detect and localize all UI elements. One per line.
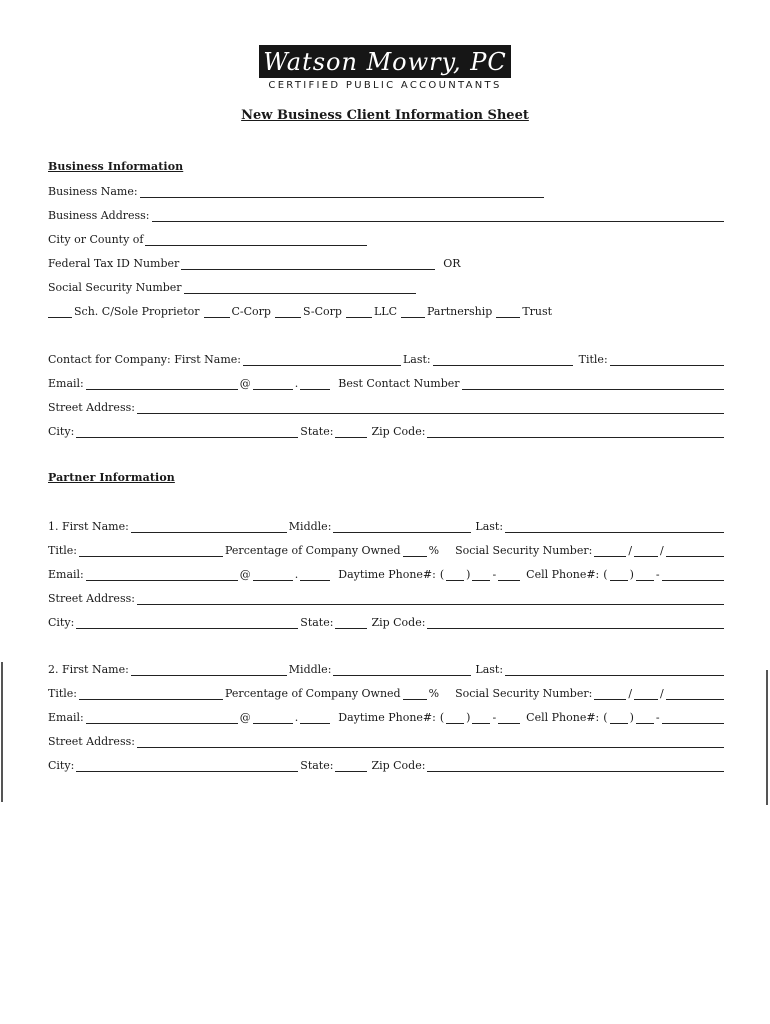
partner-1-title-row — [48, 541, 726, 557]
partner-1-title-field[interactable] — [79, 545, 223, 557]
partner-1-state-label: State: — [300, 616, 334, 629]
partner-2-day-paren-close: ) — [466, 711, 471, 724]
partner-1-day-paren-open: ( — [439, 568, 445, 581]
city-county-field[interactable] — [145, 234, 367, 246]
entity-llc-label: LLC — [373, 305, 398, 318]
partner-2-day-paren-open: ( — [439, 711, 445, 724]
partner-1-ssn-slash-1: / — [628, 544, 633, 557]
partner-1-cell-paren-open: ( — [603, 568, 608, 581]
partner-1-last-name-field[interactable] — [505, 521, 724, 533]
tax-id-row — [48, 254, 726, 270]
business-name-label: Business Name: — [48, 185, 138, 198]
partner-1-day-prefix[interactable] — [472, 569, 490, 581]
contact-zip-label: Zip Code: — [371, 425, 426, 438]
tax-id-label: Federal Tax ID Number — [48, 257, 180, 270]
partner-1-city-label: City: — [48, 616, 75, 629]
partner-1-email-label: Email: — [48, 568, 84, 581]
partner-1-zip-label: Zip Code: — [371, 616, 426, 629]
partner-2-state-field[interactable] — [335, 760, 367, 772]
contact-email-at: @ — [239, 377, 251, 390]
partner-2-ssn-label: Social Security Number: — [455, 687, 593, 700]
business-address-field[interactable] — [152, 210, 724, 222]
contact-email-row — [48, 374, 726, 390]
entity-sole-prop-label: Sch. C/Sole Proprietor — [74, 305, 200, 318]
partner-1-zip-field[interactable] — [427, 617, 724, 629]
partner-1-email-user-field[interactable] — [86, 569, 238, 581]
business-ssn-field[interactable] — [184, 282, 416, 294]
partner-1-percent-sign: % — [428, 544, 440, 557]
best-contact-label: Best Contact Number — [338, 377, 460, 390]
business-address-label: Business Address: — [48, 209, 150, 222]
partner-2-email-at: @ — [239, 711, 251, 724]
partner-2-cell-paren-close: ) — [629, 711, 634, 724]
partner-2-cell-prefix[interactable] — [636, 712, 654, 724]
entity-partnership-label: Partnership — [427, 305, 493, 318]
contact-email-user-field[interactable] — [86, 378, 238, 390]
contact-state-label: State: — [300, 425, 334, 438]
contact-email-tld-field[interactable] — [300, 378, 330, 390]
business-ssn-row — [48, 278, 726, 294]
partner-2-city-label: City: — [48, 759, 75, 772]
partner-2-ssn-slash-2: / — [660, 687, 664, 700]
contact-first-name-label: Contact for Company: First Name: — [48, 353, 241, 366]
entity-s-corp-check[interactable] — [275, 306, 301, 318]
partner-1-ssn-label: Social Security Number: — [455, 544, 593, 557]
partner-2-name-row — [48, 660, 726, 676]
partner-1-email-tld-field[interactable] — [300, 569, 330, 581]
entity-llc-check[interactable] — [346, 306, 372, 318]
partner-1-ssn-part-2[interactable] — [634, 545, 658, 557]
partner-2-email-tld-field[interactable] — [300, 712, 330, 724]
partner-2-last-label: Last: — [475, 663, 504, 676]
entity-trust-label: Trust — [522, 305, 553, 318]
partner-1-day-dash: - — [492, 568, 497, 581]
contact-email-dot: . — [294, 377, 299, 390]
contact-street-field[interactable] — [137, 402, 724, 414]
contact-city-field[interactable] — [76, 426, 298, 438]
partner-1-email-domain-field[interactable] — [253, 569, 293, 581]
partner-2-day-phone-label: Daytime Phone#: — [338, 711, 436, 724]
tax-id-field[interactable] — [181, 258, 435, 270]
partner-1-percentage-field[interactable] — [403, 545, 427, 557]
best-contact-field[interactable] — [462, 378, 724, 390]
logo-signature: Watson Mowry, PC — [259, 45, 511, 78]
partner-1-contact-row — [48, 565, 726, 581]
partner-1-day-paren-close: ) — [466, 568, 471, 581]
partner-1-city-row — [48, 613, 726, 629]
partner-1-cell-line[interactable] — [662, 569, 724, 581]
partner-2-percent-sign: % — [428, 687, 440, 700]
business-info-heading: Business Information — [48, 160, 184, 173]
partner-2-ssn-slash-1: / — [628, 687, 633, 700]
contact-last-label: Last: — [403, 353, 431, 366]
partner-1-day-area-code[interactable] — [446, 569, 464, 581]
partner-2-day-prefix[interactable] — [472, 712, 490, 724]
partner-2-middle-name-field[interactable] — [333, 664, 471, 676]
partner-1-cell-paren-close: ) — [629, 568, 634, 581]
partner-1-ssn-slash-2: / — [660, 544, 664, 557]
partner-1-day-line[interactable] — [498, 569, 520, 581]
contact-title-field[interactable] — [610, 354, 724, 366]
contact-city-label: City: — [48, 425, 75, 438]
partner-1-street-label: Street Address: — [48, 592, 135, 605]
page-title: New Business Client Information Sheet — [241, 108, 529, 123]
partner-1-first-name-field[interactable] — [131, 521, 287, 533]
partner-2-street-row — [48, 732, 726, 748]
partner-2-street-field[interactable] — [137, 736, 724, 748]
partner-2-percentage-label: Percentage of Company Owned — [225, 687, 401, 700]
partner-2-cell-dash: - — [655, 711, 660, 724]
partner-2-cell-phone-label: Cell Phone#: — [526, 711, 600, 724]
business-ssn-label: Social Security Number — [48, 281, 182, 294]
partner-2-zip-label: Zip Code: — [371, 759, 426, 772]
contact-name-row — [48, 350, 726, 366]
partner-1-middle-name-field[interactable] — [333, 521, 471, 533]
partner-2-first-name-field[interactable] — [131, 664, 287, 676]
entity-partnership-check[interactable] — [401, 306, 425, 318]
partner-1-cell-dash: - — [655, 568, 660, 581]
contact-first-name-field[interactable] — [243, 354, 401, 366]
partner-2-cell-paren-open: ( — [603, 711, 608, 724]
partner-1-street-row — [48, 589, 726, 605]
partner-2-zip-field[interactable] — [427, 760, 724, 772]
partner-1-ssn-part-3[interactable] — [666, 545, 724, 557]
business-name-field[interactable] — [140, 186, 544, 198]
scan-edge-right — [766, 670, 768, 805]
city-county-label: City or County of — [48, 233, 144, 246]
partner-2-title-row — [48, 684, 726, 700]
partner-1-cell-phone-label: Cell Phone#: — [526, 568, 600, 581]
contact-email-domain-field[interactable] — [253, 378, 293, 390]
company-logo — [259, 45, 511, 91]
contact-last-name-field[interactable] — [433, 354, 573, 366]
contact-city-row — [48, 422, 726, 438]
partner-2-day-dash: - — [492, 711, 497, 724]
partner-2-middle-label: Middle: — [288, 663, 332, 676]
business-address-row — [48, 206, 726, 222]
partner-1-percentage-label: Percentage of Company Owned — [225, 544, 401, 557]
partner-1-name-row — [48, 517, 726, 533]
partner-info-heading: Partner Information — [48, 471, 175, 484]
contact-street-label: Street Address: — [48, 401, 135, 414]
partner-2-day-line[interactable] — [498, 712, 520, 724]
logo-tagline: CERTIFIED PUBLIC ACCOUNTANTS — [268, 80, 502, 91]
partner-1-first-name-label: 1. First Name: — [48, 520, 129, 533]
contact-email-label: Email: — [48, 377, 84, 390]
partner-1-last-label: Last: — [475, 520, 504, 533]
entity-s-corp-label: S-Corp — [302, 305, 342, 318]
entity-sole-prop-check[interactable] — [48, 306, 72, 318]
scan-edge-left — [1, 662, 3, 802]
partner-2-last-name-field[interactable] — [505, 664, 724, 676]
partner-2-email-domain-field[interactable] — [253, 712, 293, 724]
partner-1-street-field[interactable] — [137, 593, 724, 605]
contact-title-label: Title: — [578, 353, 608, 366]
contact-street-row — [48, 398, 726, 414]
partner-2-title-field[interactable] — [79, 688, 223, 700]
contact-zip-field[interactable] — [427, 426, 724, 438]
partner-2-state-label: State: — [300, 759, 334, 772]
entity-trust-check[interactable] — [496, 306, 520, 318]
partner-2-cell-line[interactable] — [662, 712, 724, 724]
partner-1-middle-label: Middle: — [288, 520, 332, 533]
partner-1-cell-area-code[interactable] — [610, 569, 628, 581]
partner-2-city-row — [48, 756, 726, 772]
entity-type-row — [48, 302, 726, 318]
partner-1-city-field[interactable] — [76, 617, 298, 629]
entity-c-corp-label: C-Corp — [231, 305, 271, 318]
partner-2-ssn-part-3[interactable] — [666, 688, 724, 700]
partner-2-ssn-part-1[interactable] — [594, 688, 626, 700]
entity-c-corp-check[interactable] — [204, 306, 230, 318]
partner-1-cell-prefix[interactable] — [636, 569, 654, 581]
partner-2-city-field[interactable] — [76, 760, 298, 772]
business-name-row — [48, 182, 726, 198]
partner-1-day-phone-label: Daytime Phone#: — [338, 568, 436, 581]
contact-state-field[interactable] — [335, 426, 367, 438]
partner-2-email-label: Email: — [48, 711, 84, 724]
partner-2-cell-area-code[interactable] — [610, 712, 628, 724]
partner-2-title-label: Title: — [48, 687, 78, 700]
partner-1-title-label: Title: — [48, 544, 78, 557]
partner-1-state-field[interactable] — [335, 617, 367, 629]
partner-2-percentage-field[interactable] — [403, 688, 427, 700]
partner-2-day-area-code[interactable] — [446, 712, 464, 724]
partner-2-street-label: Street Address: — [48, 735, 135, 748]
partner-1-ssn-part-1[interactable] — [594, 545, 626, 557]
or-label: OR — [443, 257, 461, 270]
partner-2-contact-row — [48, 708, 726, 724]
partner-2-first-name-label: 2. First Name: — [48, 663, 129, 676]
partner-1-email-at: @ — [239, 568, 251, 581]
partner-2-email-dot: . — [294, 711, 299, 724]
partner-1-email-dot: . — [294, 568, 299, 581]
city-county-row — [48, 230, 726, 246]
partner-2-ssn-part-2[interactable] — [634, 688, 658, 700]
partner-2-email-user-field[interactable] — [86, 712, 238, 724]
